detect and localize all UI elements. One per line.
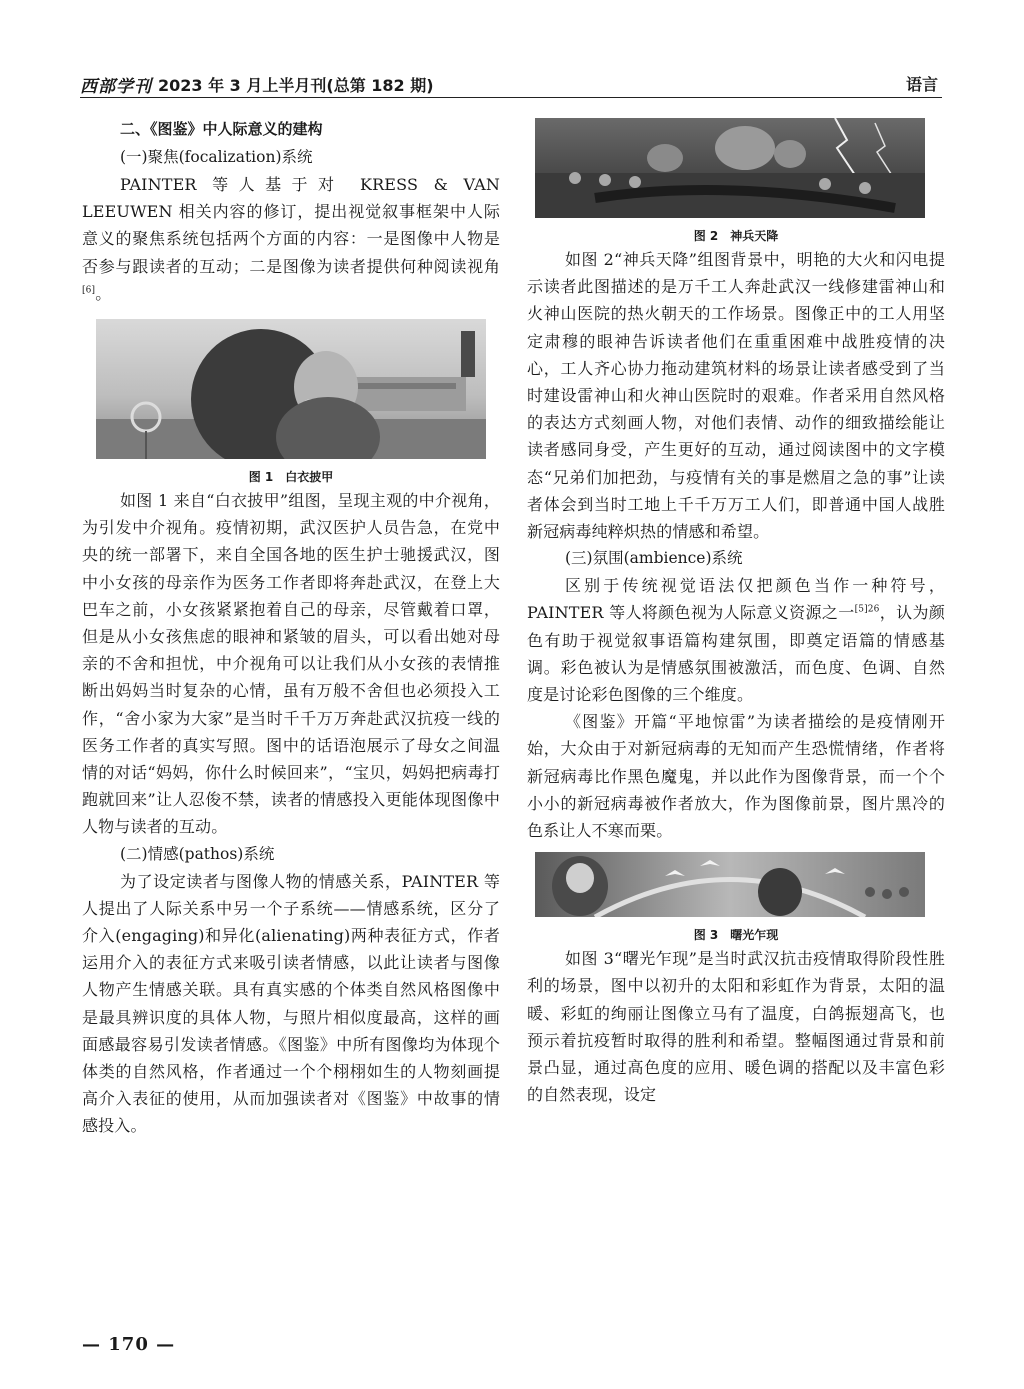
figure-2-caption: 图 2 神兵天降 [693, 229, 779, 243]
paragraph-figure-2: 如图 2“神兵天降”组图背景中，明艳的大火和闪电提示读者此图描述的是万千工人奔赴武汉一线修建雷神山和火神山医院的热火朝天的工作场景。图像正中的工人用坚定肃穆的眼神告诉读者他们在重重困难中战胜疫情的决心，工人齐心协力拖动建筑材料的场景让读者感受到了当时建设雷神山和火神山医院时的艰难。作者采用自然风格的表达方式刻画人物，对他们表情、动作的细致描绘能让读者感同身受，产生更好的互动，通过阅读图中的文字模态“兄弟们加把劲，与疫情有关的事是燃眉之急的事”让读者体会到当时工地上千千万万工人们，即普通中国人战胜新冠病毒纯粹炽热的情感和希望。 [527, 250, 945, 542]
paragraph-focalization: PAINTER 等人基于对 KRESS & VAN LEEUWEN 相关内容的修订，提出视觉叙事框架中人际意义的聚焦系统包括两个方面的内容：一是图像中人物是否参与跟读者的互动；二是图像为读者提供何种阅读视角[6]。 [82, 175, 500, 303]
running-header [80, 70, 942, 102]
issue-info: 2023 年 3 月上半月刊(总第 182 期) [158, 76, 434, 95]
figure-2-image [535, 118, 925, 218]
citation-ref: [5]26 [854, 605, 880, 616]
figure-3-image [535, 852, 925, 917]
figure-1-caption: 图 1 白衣披甲 [248, 470, 334, 485]
header-rule [80, 97, 942, 98]
figure-2 [527, 118, 945, 246]
page-number: — 170 — [82, 1334, 176, 1355]
section-heading: 二、《图鉴》中人际意义的建构 [120, 120, 323, 138]
section-name: 语言 [905, 75, 938, 94]
paragraph-pathos: 为了设定读者与图像人物的情感关系，PAINTER 等人提出了人际关系中另一个子系统——情感系统，区分了介入(engaging)和异化(alienating)两种表征方式，作者运用介入的表征方式来吸引读者情感，以此让读者与图像人物产生情感关联。具有真实感的个体类自然风格图像中是最具辨识度的具体人物，与照片相似度最高，这样的画面感最容易引发读者情感。《图鉴》中所有图像均为体现个体类的自然风格，作者通过一个个栩栩如生的人物刻画提高介入表征的使用，从而加强读者对《图鉴》中故事的情感投入。 [82, 871, 500, 1136]
paragraph-opening-picture: 《图鉴》开篇“平地惊雷”为读者描绘的是疫情刚开始，大众由于对新冠病毒的无知而产生恐慌情绪，作者将新冠病毒比作黑色魔鬼，并以此作为图像背景，而一个个小小的新冠病毒被作者放大，作为图像前景，图片黑冷的色系让人不寒而栗。 [527, 712, 945, 841]
right-column [527, 116, 945, 1108]
paragraph-figure-1: 如图 1 来自“白衣披甲”组图，呈现主观的中介视角，为引发中介视角。疫情初期，武汉医护人员告急，在党中央的统一部署下，来自全国各地的医生护士驰援武汉，图中小女孩的母亲作为医务工作者即将奔赴武汉，在登上大巴车之前，小女孩紧紧抱着自己的母亲，尽管戴着口罩，但是从小女孩焦虑的眼神和紧皱的眉头，可以看出她对母亲的不舍和担忧，中介视角可以让我们从小女孩的表情推断出妈妈当时复杂的心情，虽有万般不舍但也必须投入工作，“舍小家为大家”是当时千千万万奔赴武汉抗疫一线的医务工作者的真实写照。图中的话语泡展示了母女之间温情的对话“妈妈，你什么时候回来”，“宝贝，妈妈把病毒打跑就回来”让人忍俊不禁，读者的情感投入更能体现图像中人物与读者的互动。 [82, 491, 500, 837]
figure-1 [82, 319, 500, 487]
paragraph-ambience: 区别于传统视觉语法仅把颜色当作一种符号，PAINTER 等人将颜色视为人际意义资源之一$^{[5]26}$，认为颜色有助于视觉叙事语篇构建氛围，即奠定语篇的情感基调。彩色被认为是情感氛围被激活，而色度、色调、自然度是讨论彩色图像的三个维度。 [527, 576, 945, 705]
subsection-heading-focalization: (一)聚焦(focalization)系统 [120, 148, 313, 166]
figure-3 [527, 852, 945, 945]
figure-3-caption: 图 3 曙光乍现 [693, 928, 779, 943]
paragraph-figure-3: 如图 3“曙光乍现”是当时武汉抗击疫情取得阶段性胜利的场景，图中以初升的太阳和彩虹作为背景，太阳的温暖、彩虹的绚丽让图像立马有了温度，白鸽振翅高飞，也预示着抗疫暂时取得的胜利和希望。整幅图通过背景和前景凸显，通过高色度的应用、暖色调的搭配以及丰富色彩的自然表现，设定 [527, 949, 945, 1105]
citation-ref: [6] [82, 285, 96, 296]
subsection-heading-ambience: (三)氛围(ambience)系统 [565, 549, 743, 568]
journal-name: 西部学刊 [80, 77, 152, 97]
left-column [82, 116, 500, 1140]
figure-1-image [96, 319, 486, 459]
subsection-heading-pathos: (二)情感(pathos)系统 [120, 844, 275, 863]
